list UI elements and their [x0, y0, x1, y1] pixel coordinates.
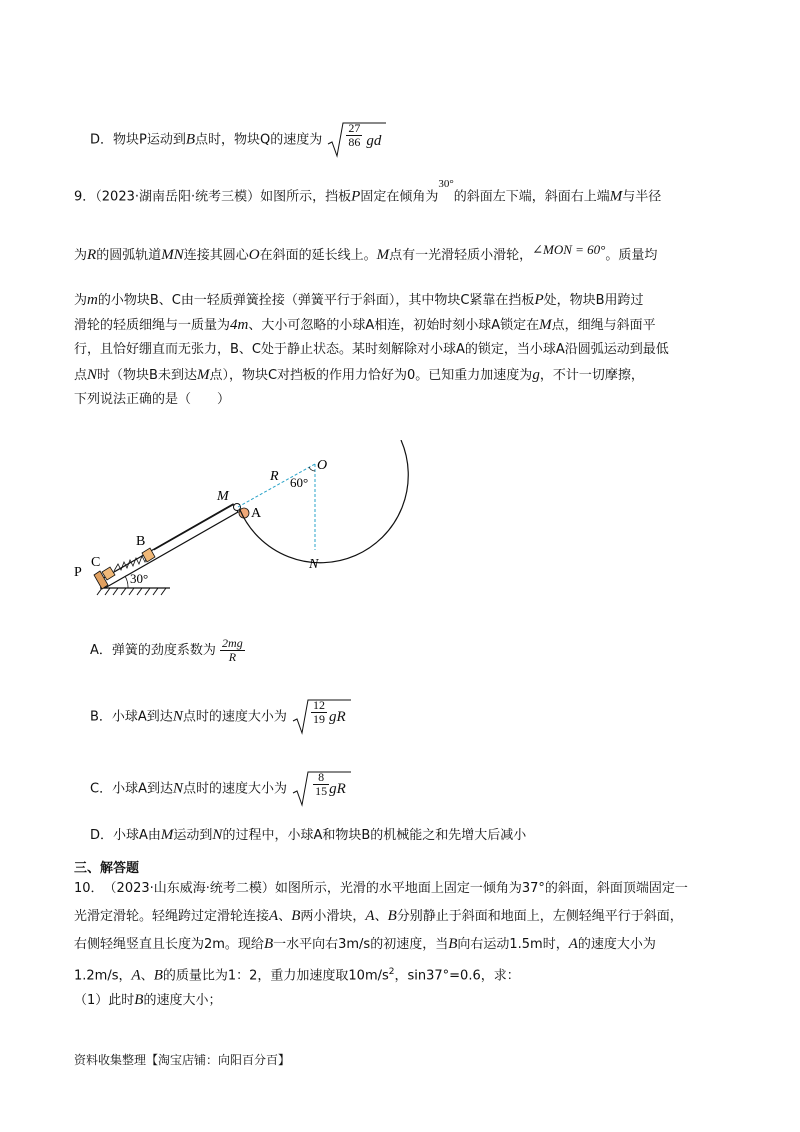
q10-line-3: 右侧轻绳竖直且长度为2m。现给B一水平向右3m/s的初速度，当B向右运动1.5m时，A的速度大小为 [74, 936, 656, 952]
q10-line-5: （1）此时B的速度大小； [74, 992, 222, 1008]
q9-option-d: D．小球A由M运动到N的过程中，小球A和物块B的机械能之和先增大后减小 [90, 827, 527, 843]
label-o: O [317, 458, 328, 473]
label-b: B [136, 534, 146, 549]
q10-line-4: 1.2m/s，A、B的质量比为1：2，重力加速度取$10m/s^2$，sin37°=0.6，求： [74, 967, 520, 984]
rope [154, 505, 233, 550]
pulley [234, 504, 241, 511]
q9-option-b: B．小球A到达N点时的速度大小为 $\frac{12}{19}$ gR [90, 697, 351, 737]
angle-arc [309, 467, 315, 471]
q10-line-1: 10． （2023·山东威海·统考二模）如图所示，光滑的水平地面上固定一倾角为37°的斜面，斜面顶端固定一 [74, 881, 688, 896]
q9-line-2: 为R的圆弧轨道MN连接其圆心O在斜面的延长线上。M点有一光滑轻质小滑轮，∠MON = 60°。质量均 [74, 242, 658, 263]
q9-option-a: A．弹簧的劲度系数为 $\frac{2mg}{R}$ [90, 636, 243, 664]
q9-line-3: 为m的小物块B、C由一轻质弹簧拴接（弹簧平行于斜面），其中物块C紧靠在挡板P处，物块B用跨过 [74, 292, 644, 308]
ball-a [239, 508, 249, 518]
label-c: C [91, 555, 101, 570]
label-p: P [74, 565, 82, 580]
q9-line-6: 点N时（物块B未到达M点），物块C对挡板的作用力恰好为0。已知重力加速度为g，不计一切摩擦， [74, 367, 644, 383]
footer-note: 资料收集整理【淘宝店铺：向阳百分百】 [74, 1053, 291, 1067]
q10-line-2: 光滑定滑轮。轻绳跨过定滑轮连接A、B两小滑块，A、B分别静止于斜面和地面上，左侧轻绳平行于斜面， [74, 908, 683, 924]
sqrt-expression: $\frac{27}{86}$ gd [326, 120, 386, 160]
label-a: A [251, 506, 262, 521]
incline [100, 504, 238, 588]
section-heading: 三、解答题 [74, 861, 140, 876]
label-m: M [217, 489, 229, 504]
q9-line-7: 下列说法正确的是（ ） [74, 392, 231, 407]
prev-option-d: D．物块P运动到B点时，物块Q的速度为 $\frac{27}{86}$ gd [90, 120, 386, 160]
ground-hatch [97, 588, 166, 595]
q9-line-4: 滑轮的轻质细绳与一质量为4m、大小可忽略的小球A相连，初始时刻小球A锁定在M点，细绳与斜面平 [74, 317, 656, 333]
q9-line-1: 9．（2023·湖南岳阳·统考三模）如图所示，挡板P固定在倾角为$^{30^\circ}$的斜面左下端，斜面右上端M与半径 [74, 178, 662, 205]
q9-option-c: C．小球A到达N点时的速度大小为 $\frac{8}{15}$ gR [90, 769, 351, 809]
label-r: R [270, 469, 279, 484]
label-60: 60° [290, 475, 309, 490]
label-30: 30° [130, 571, 149, 586]
physics-figure [70, 440, 420, 600]
q9-line-5: 行，且恰好绷直而无张力，B、C处于静止状态。某时刻解除对小球A的锁定，当小球A沿圆弧运动到最低 [74, 342, 669, 357]
incline-angle-arc [125, 576, 128, 588]
label-n: N [309, 557, 319, 572]
